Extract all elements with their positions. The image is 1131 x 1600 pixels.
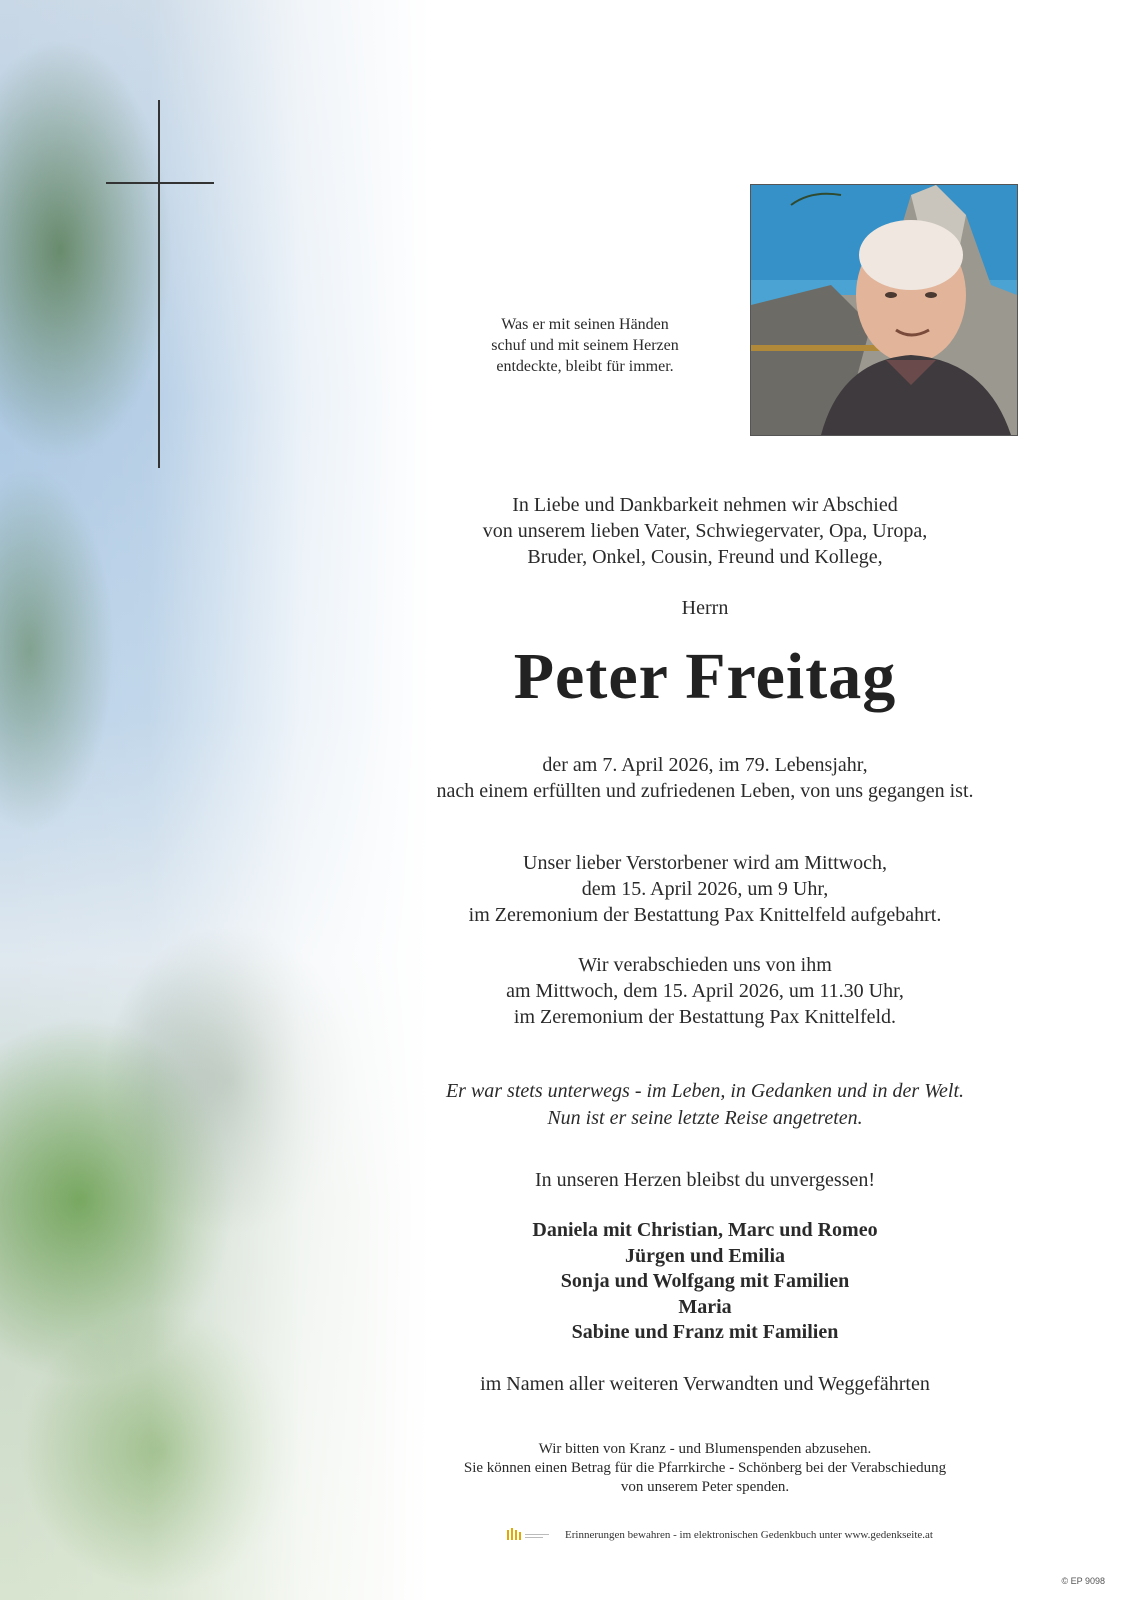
family-member: Daniela mit Christian, Marc und Romeo [532,1219,878,1241]
on-behalf-line: im Namen aller weiteren Verwandten und Weggefährten [480,1373,930,1395]
donation-line: Sie können einen Betrag für die Pfarrkirche - Schönberg bei der Verabschiedung [463,1460,947,1476]
farewell-line: Wir verabschieden uns von ihm [578,954,832,976]
print-code: © EP 9098 [1061,1576,1105,1586]
farewell-line: am Mittwoch, dem 15. April 2026, um 11.30 Uhr, [506,980,904,1002]
gedenkseite-logo-icon [507,1528,551,1542]
donation-line: von unserem Peter spenden. [620,1479,790,1495]
intro-line: Bruder, Onkel, Cousin, Freund und Kollege, [527,546,883,568]
death-line: der am 7. April 2026, im 79. Lebensjahr, [542,754,868,776]
intro-line: von unserem lieben Vater, Schwiegervater, Opa, Uropa, [482,520,928,542]
death-notice [380,752,1030,804]
background-fade [0,0,430,1600]
poem-line: Er war stets unterwegs - im Leben, in Gedanken und in der Welt. [445,1080,965,1102]
salutation: Herrn [681,597,729,619]
family-list [380,1218,1030,1346]
memorial-quote [455,314,715,377]
donation-request [380,1440,1030,1497]
family-member: Maria [678,1295,732,1318]
farewell-intro [380,492,1030,570]
family-member: Sabine und Franz mit Familien [571,1321,839,1343]
deceased-name: Peter Freitag [513,640,897,713]
memorial-link-text: Erinnerungen bewahren - im elektronischen Gedenkbuch unter www.gedenkseite.at [565,1529,933,1541]
memorial-footer [460,1528,980,1542]
family-member: Sonja und Wolfgang mit Familien [560,1270,850,1292]
viewing-line: dem 15. April 2026, um 9 Uhr, [581,878,829,900]
death-line: nach einem erfüllten und zufriedenen Leben, von uns gegangen ist. [436,780,974,802]
donation-line: Wir bitten von Kranz - und Blumenspenden abzusehen. [538,1441,872,1457]
viewing-notice [380,850,1030,928]
poem-line: Nun ist er seine letzte Reise angetreten. [547,1107,863,1129]
intro-line: In Liebe und Dankbarkeit nehmen wir Abschied [512,494,898,516]
farewell-line: im Zeremonium der Bestattung Pax Knittelfeld. [513,1006,897,1028]
farewell-ceremony-notice [380,952,1030,1030]
viewing-line: im Zeremonium der Bestattung Pax Knittelfeld aufgebahrt. [468,904,942,926]
quote-line: schuf und mit seinem Herzen [491,337,679,354]
portrait-photo [750,184,1018,436]
family-member: Jürgen und Emilia [624,1244,786,1267]
quote-line: Was er mit seinen Händen [501,316,669,333]
viewing-line: Unser lieber Verstorbener wird am Mittwoch, [523,852,887,874]
remembrance-line: In unseren Herzen bleibst du unvergessen! [534,1169,876,1191]
closing-poem [380,1078,1030,1132]
quote-line: entdeckte, bleibt für immer. [496,358,674,375]
